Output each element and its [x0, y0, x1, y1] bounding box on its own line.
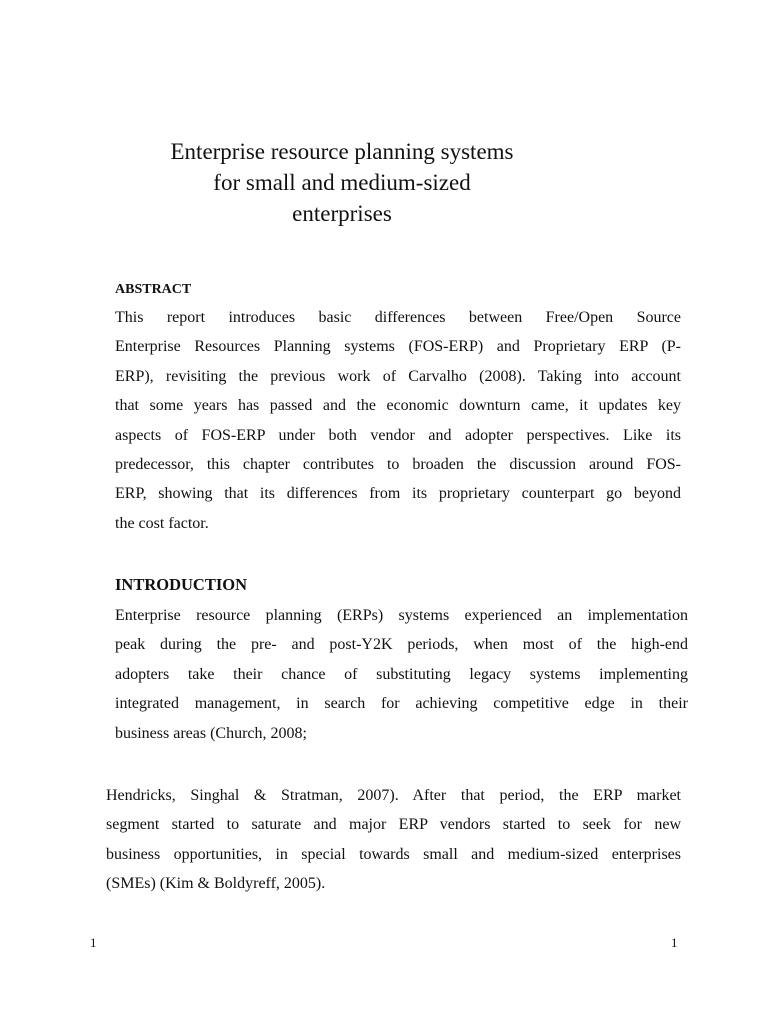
continuation-line: business opportunities, in special towards small and medium-sized enterprises — [106, 845, 681, 863]
introduction-line: peak during the pre- and post-Y2K periods, when most of the high-end — [115, 636, 688, 654]
document-title — [110, 136, 574, 229]
abstract-paragraph — [115, 303, 681, 538]
page-number-right: 1 — [671, 935, 678, 950]
abstract-line: that some years has passed and the economic downturn came, it updates key — [115, 397, 681, 415]
abstract-line: ERP), revisiting the previous work of Carvalho (2008). Taking into account — [115, 367, 681, 385]
abstract-line: ERP, showing that its differences from its proprietary counterpart go beyond — [115, 485, 681, 503]
title-line: enterprises — [292, 201, 392, 226]
title-line: for small and medium-sized — [213, 170, 471, 195]
introduction-heading: INTRODUCTION — [115, 575, 248, 594]
abstract-line: aspects of FOS-ERP under both vendor and adopter perspectives. Like its — [115, 426, 681, 444]
continuation-line: (SMEs) (Kim & Boldyreff, 2005). — [106, 875, 326, 893]
introduction-line: Enterprise resource planning (ERPs) systems experienced an implementation — [115, 607, 688, 624]
introduction-line: adopters take their chance of substituting legacy systems implementing — [115, 665, 688, 683]
title-line: Enterprise resource planning systems — [170, 139, 514, 164]
introduction-line: business areas (Church, 2008; — [115, 724, 307, 742]
abstract-line: the cost factor. — [115, 514, 209, 532]
abstract-line: predecessor, this chapter contributes to broaden the discussion around FOS- — [115, 456, 681, 474]
abstract-heading: ABSTRACT — [115, 282, 192, 297]
introduction-paragraph — [115, 601, 688, 748]
continuation-line: Hendricks, Singhal & Stratman, 2007). After that period, the ERP market — [106, 787, 681, 804]
page-number-left: 1 — [90, 935, 97, 950]
continuation-paragraph — [106, 781, 681, 899]
abstract-line: Enterprise Resources Planning systems (FOS-ERP) and Proprietary ERP (P- — [115, 338, 681, 356]
introduction-line: integrated management, in search for achieving competitive edge in their — [115, 695, 688, 713]
abstract-line: This report introduces basic differences between Free/Open Source — [115, 309, 681, 326]
continuation-line: segment started to saturate and major ERP vendors started to seek for new — [106, 816, 681, 834]
